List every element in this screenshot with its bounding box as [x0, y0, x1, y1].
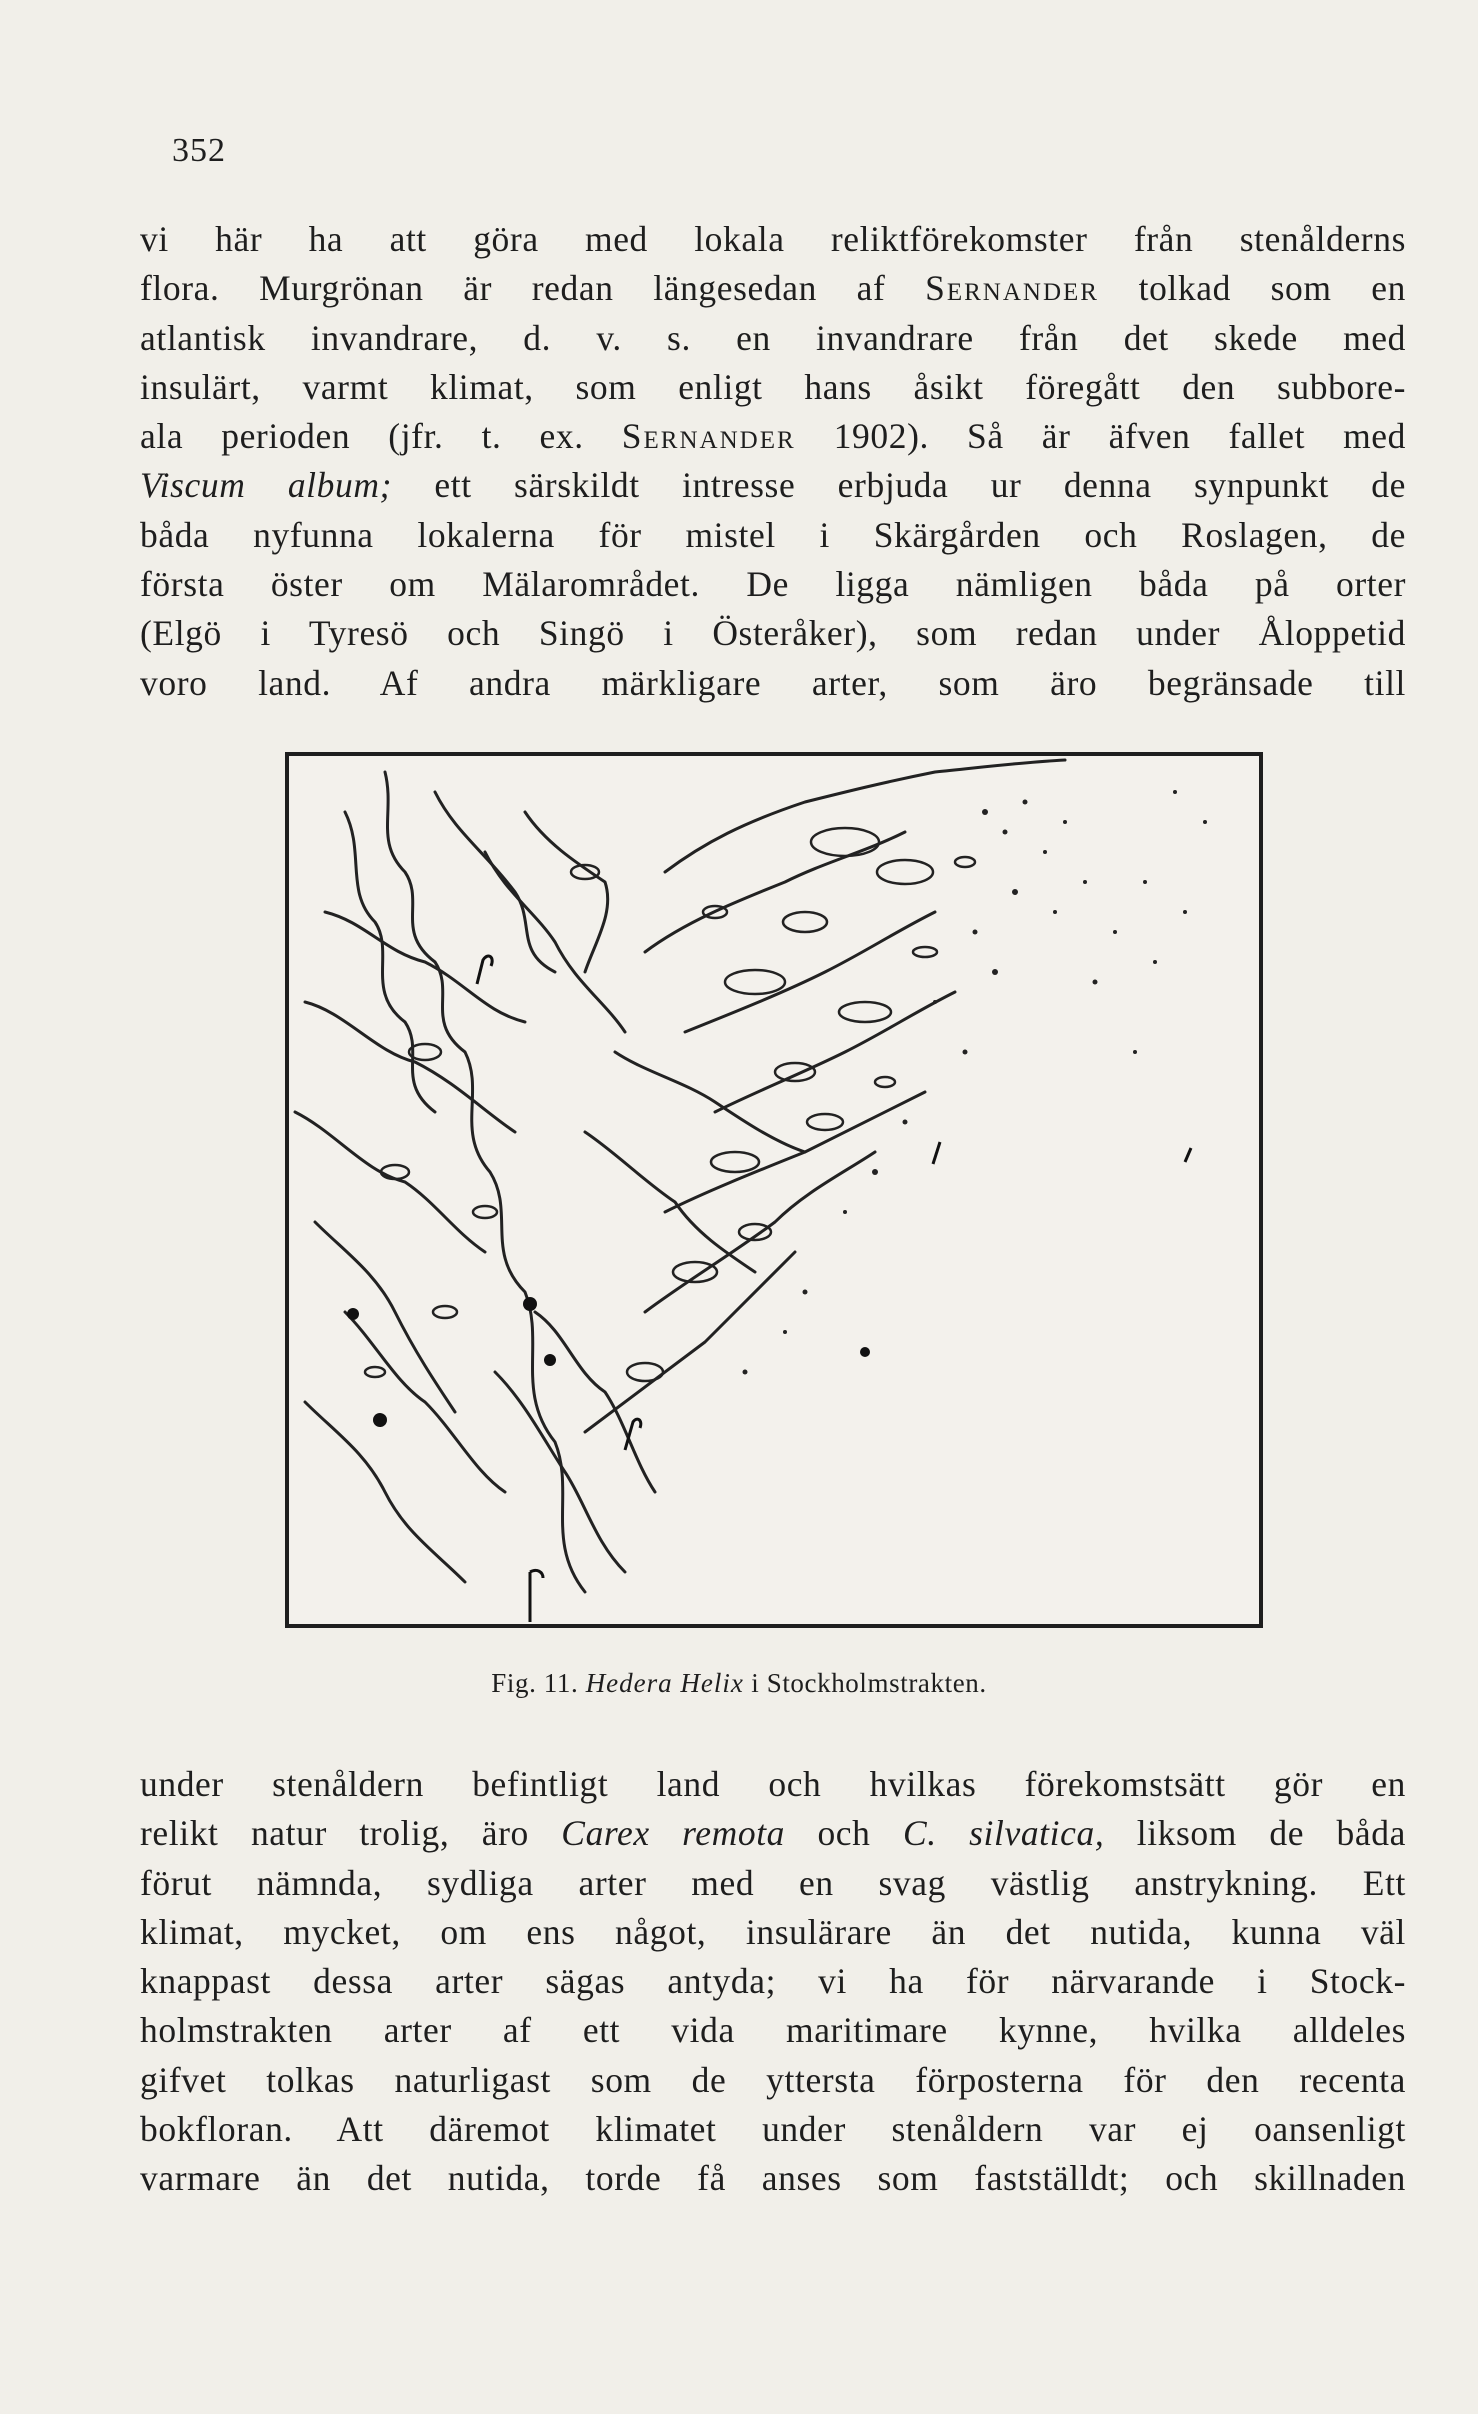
species-name: C. silvatica, — [902, 1813, 1105, 1854]
paragraph-1 — [140, 215, 1406, 708]
text-line: flora. Murgrönan är redan längesedan af Sernander tolkad som en — [140, 268, 1406, 309]
text-line: gifvet tolkas naturligast som de yttersta förposterna för den recenta — [140, 2059, 1406, 2100]
text-line: klimat, mycket, om ens något, insulärare än det nutida, kunna väl — [140, 1911, 1406, 1952]
text-line: Viscum album; ett särskildt intresse erbjuda ur denna synpunkt de — [140, 465, 1407, 506]
text-line: bokfloran. Att däremot klimatet under stenåldern var ej oansenligt — [140, 2109, 1406, 2150]
paragraph-2 — [140, 1760, 1406, 2204]
text-line: under stenåldern befintligt land och hvilkas förekomstsätt gör en — [140, 1764, 1406, 1804]
text-line: första öster om Mälarområdet. De ligga nämligen båda på orter — [140, 564, 1406, 605]
caption-species: Hedera Helix — [585, 1668, 744, 1698]
text-line: holmstrakten arter af ett vida maritimare kynne, hvilka alldeles — [140, 2010, 1406, 2051]
map-figure — [285, 752, 1263, 1628]
species-name: Viscum album; — [140, 465, 393, 506]
author-name: Sernander — [925, 268, 1099, 309]
text-line: varmare än det nutida, torde få anses som fastställdt; och skillnaden — [140, 2158, 1406, 2199]
page-number: 352 — [172, 132, 226, 169]
text-line: ala perioden (jfr. t. ex. Sernander 1902). Så är äfven fallet med — [140, 416, 1407, 457]
text-line: vi här ha att göra med lokala reliktförekomster från stenålderns — [140, 219, 1406, 259]
text-line: förut nämnda, sydliga arter med en svag västlig anstrykning. Ett — [140, 1862, 1406, 1903]
figure-caption: Fig. 11. Hedera Helix i Stockholmstrakten. — [491, 1668, 987, 1698]
text-line: (Elgö i Tyresö och Singö i Österåker), som redan under Åloppetid — [140, 613, 1406, 654]
text-line: båda nyfunna lokalerna för mistel i Skärgården och Roslagen, de — [140, 514, 1406, 555]
text-line: knappast dessa arter sägas antyda; vi ha för närvarande i Stock- — [140, 1961, 1406, 2002]
text-line: insulärt, varmt klimat, som enligt hans åsikt föregått den subbore- — [140, 366, 1406, 407]
text-line: atlantisk invandrare, d. v. s. en invandrare från det skede med — [140, 317, 1406, 358]
text-line: relikt natur trolig, äro Carex remota och C. silvatica, liksom de båda — [140, 1813, 1406, 1854]
text-line: voro land. Af andra märkligare arter, som äro begränsade till — [140, 662, 1406, 703]
species-name: Carex remota — [561, 1813, 786, 1854]
stockholm-archipelago-map — [285, 752, 1263, 1628]
author-name: Sernander — [621, 416, 796, 457]
